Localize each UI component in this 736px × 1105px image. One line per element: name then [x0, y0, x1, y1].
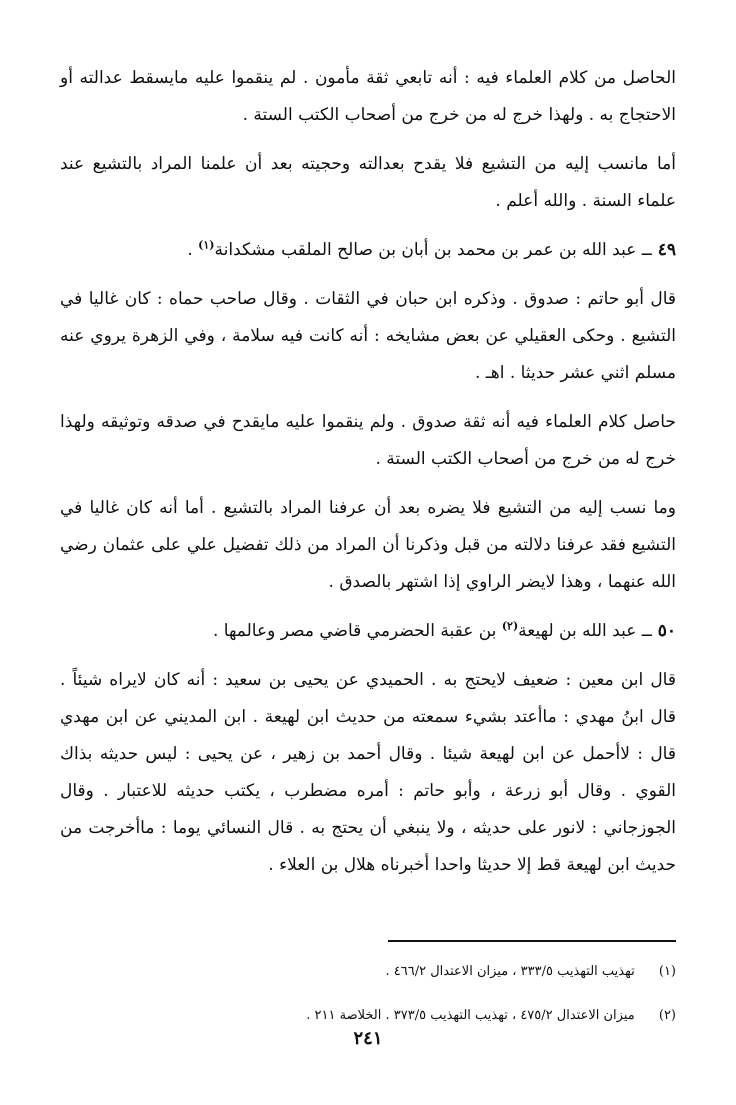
- footnote-2: [60, 1004, 676, 1028]
- book-page: [60, 60, 676, 1065]
- paragraph-summary-1: الحاصل من كلام العلماء فيه : أنه تابعي ثقة مأمون . لم ينقموا عليه مايسقط عدالته أو الاحتجاج به . ولهذا خرج له من خرج من أصحاب الكتب الستة .: [60, 68, 676, 125]
- entry-number-50: ٥٠: [657, 621, 676, 641]
- footnote-ref-1: (١): [198, 238, 215, 252]
- entry-heading-49: [60, 232, 676, 269]
- paragraph-shiism-1: أما مانسب إليه من التشيع فلا يقدح بعدالته وحجيته بعد أن علمنا المراد بالتشيع عند علماء السنة . والله أعلم .: [60, 154, 676, 211]
- paragraph-shiism-2: وما نسب إليه من التشيع فلا يضره بعد أن عرفنا المراد بالتشيع . أما أنه كان غاليا في التشيع فقد عرفنا دلالته من قبل وذكرنا أن المراد من ذلك تفضيل علي على عثمان رضي الله عنهما ، وهذا لايضر الراوي إذا اشتهر بالصدق .: [60, 498, 676, 592]
- footnote-1: [60, 960, 676, 984]
- footnote-text-1: تهذيب التهذيب ٣٣٣/٥ ، ميزان الاعتدال ٤٦٦/٢ .: [385, 964, 635, 979]
- entry-heading-50: [60, 613, 676, 650]
- footnote-text-2: ميزان الاعتدال ٤٧٥/٢ ، تهذيب التهذيب ٣٧٣/٥ . الخلاصة ٢١١ .: [306, 1008, 635, 1023]
- footnote-divider: [388, 940, 676, 942]
- footnote-ref-2: (٢): [501, 619, 519, 633]
- page-number: ٢٤١: [353, 1028, 383, 1049]
- paragraph-summary-2: حاصل كلام العلماء فيه أنه ثقة صدوق . ولم ينقموا عليه مايقدح في صدقه وتوثيقه ولهذا خرج له من خرج من أصحاب الكتب الستة .: [60, 412, 676, 469]
- paragraph-abu-hatim: قال أبو حاتم : صدوق . وذكره ابن حبان في الثقات . وقال صاحب حماه : كان غاليا في التشيع . وحكى العقيلي عن بعض مشايخه : أنه كانت فيه سلامة ، وفي الزهرة يروي عنه مسلم اثني عشر حديثا . اهـ .: [60, 289, 676, 383]
- entry-tail-49: .: [187, 240, 199, 260]
- entry-number-49: ٤٩: [657, 240, 676, 260]
- paragraph-ibn-maeen: قال ابن معين : ضعيف لايحتج به . الحميدي عن يحيى بن سعيد : أنه كان لايراه شيئاً . قال ابنُ مهدي : ماأعتد بشيء سمعته من حديث ابن لهيعة . ابن المديني عن ابن مهدي قال : لاأحمل عن ابن لهيعة شيئا . وقال أحمد بن زهير ، عن يحيى : ليس حديثه بذاك القوي . وقال أبو زرعة ، وأبو حاتم : أمره مضطرب ، يكتب حديثه للاعتبار . وقال الجوزجاني : لانور على حديثه ، ولا ينبغي أن يحتج به . قال النسائي يوما : ماأخرجت من حديث ابن لهيعة قط إلا حديثا واحدا أخبرناه هلال بن العلاء .: [60, 670, 676, 875]
- footnote-number-1: (١): [658, 964, 676, 979]
- footnote-number-2: (٢): [658, 1008, 676, 1023]
- entry-name-50: ــ عبد الله بن لهيعة: [518, 621, 652, 641]
- entry-name-49: ــ عبد الله بن عمر بن محمد بن أبان بن صالح الملقب مشكدانة: [214, 240, 652, 260]
- entry-tail-50: بن عقبة الحضرمي قاضي مصر وعالمها .: [212, 621, 502, 641]
